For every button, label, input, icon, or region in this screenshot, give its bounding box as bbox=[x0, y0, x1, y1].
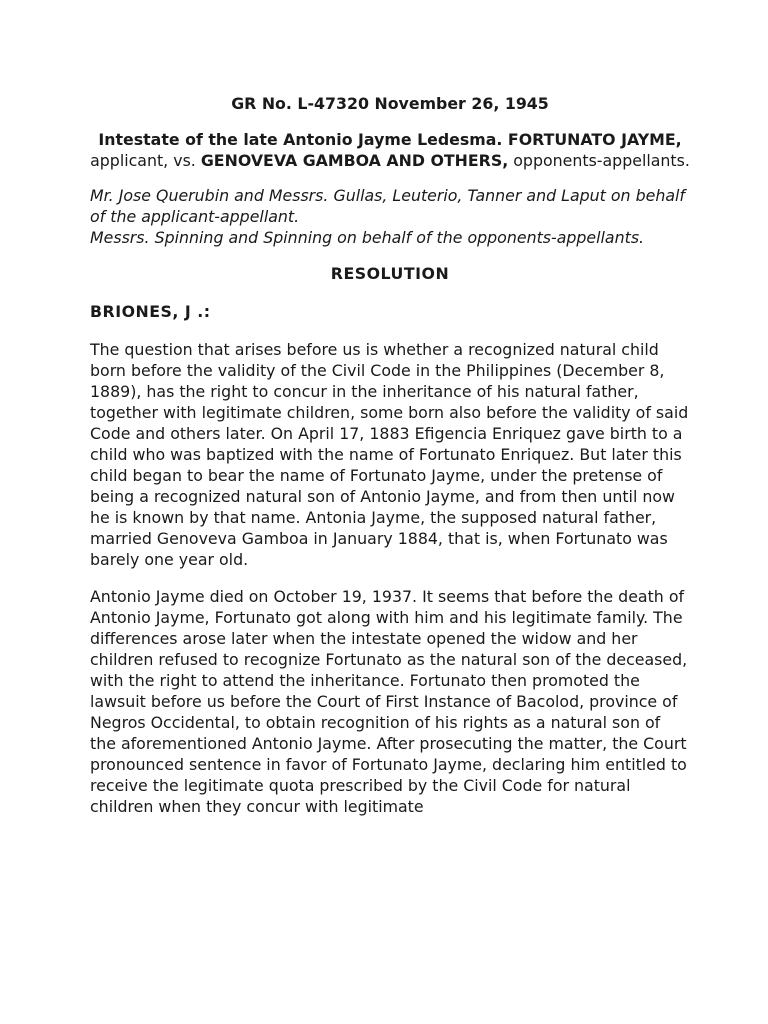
caption-role-opponents: opponents-appellants. bbox=[508, 151, 690, 170]
caption-respondents: GENOVEVA GAMBOA AND OTHERS, bbox=[200, 151, 509, 170]
ponente: BRIONES, J .: bbox=[90, 302, 211, 321]
case-number: GR No. L-47320 November 26, 1945 bbox=[231, 94, 549, 113]
body-paragraph: Antonio Jayme died on October 19, 1937. It seems that before the death of Antonio Jayme, Fortunato got along with him and his legitimate family. The differences arose later when the intestate opened the widow and her children refused to recognize Fortunato as the natural son of the deceased, with the right to attend the inheritance. Fortunato then promoted the lawsuit before us before the Court of First Instance of Bacolod, province of Negros Occidental, to obtain recognition of his rights as a natural son of the aforementioned Antonio Jayme. After prosecuting the matter, the Court pronounced sentence in favor of Fortunato Jayme, declaring him entitled to receive the legitimate quota prescribed by the Civil Code for natural children when they concur with legitimate bbox=[90, 587, 688, 816]
counsel-block bbox=[90, 185, 690, 248]
document-page bbox=[90, 93, 690, 833]
section-heading: RESOLUTION bbox=[330, 264, 450, 283]
case-caption bbox=[90, 129, 690, 171]
counsel-applicant: Mr. Jose Querubin and Messrs. Gullas, Leuterio, Tanner and Laput on behalf of the applicant-appellant. bbox=[90, 186, 685, 226]
counsel-opponents: Messrs. Spinning and Spinning on behalf of the opponents-appellants. bbox=[90, 228, 645, 247]
body-paragraph: The question that arises before us is whether a recognized natural child born before the validity of the Civil Code in the Philippines (December 8, 1889), has the right to concur in the inheritance of his natural father, together with legitimate children, some born also before the validity of said Code and others later. On April 17, 1883 Efigencia Enriquez gave birth to a child who was baptized with the name of Fortunato Enriquez. But later this child began to bear the name of Fortunato Jayme, under the pretense of being a recognized natural son of Antonio Jayme, and from then until now he is known by that name. Antonia Jayme, the supposed natural father, married Genoveva Gamboa in January 1884, that is, when Fortunato was barely one year old. bbox=[90, 340, 689, 569]
caption-role-applicant: applicant, vs. bbox=[90, 151, 201, 170]
caption-petitioner: Intestate of the late Antonio Jayme Ledesma. FORTUNATO JAYME, bbox=[98, 130, 682, 149]
